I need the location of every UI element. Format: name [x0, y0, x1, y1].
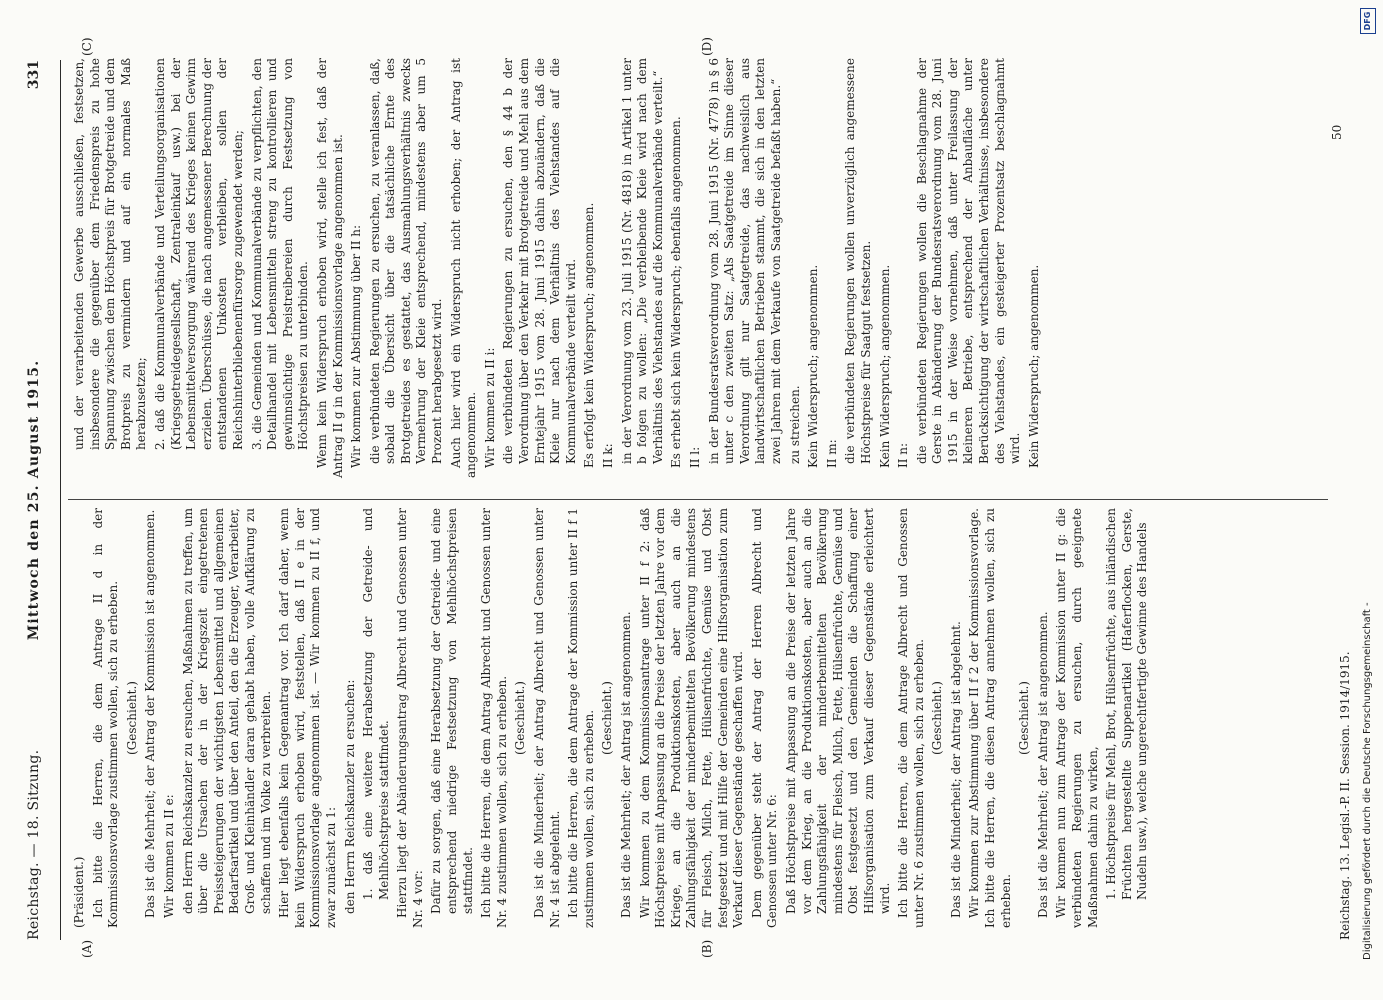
paragraph: Hier liegt ebenfalls kein Gegenantrag vor. Ich darf daher, wenn kein Widerspruch erhoben wird, feststellen, daß II e in der Kommissionsvorlage angenommen ist. — Wir kommen zu II f, und zwar zunächst zu 1:	[277, 508, 338, 928]
paragraph: zu streichen.	[787, 385, 802, 464]
paragraph: Das ist die Mehrheit; der Antrag ist angenommen.	[619, 611, 633, 918]
paragraph: (Geschieht.)	[513, 681, 528, 755]
header-rule	[60, 60, 61, 940]
left-text-column	[72, 508, 1154, 928]
paragraph: Daß Höchstpreise mit Anpassung an die Preise der letzten Jahre vor dem Krieg, an die Produktionskosten, aber auch an die Zahlungsfähigkeit der minderbemittelten Bevölkerung mindestens für Fleisch, Milch, Fette, Hülsenfrüchte, Gemüse und Obst festgesetzt und den Gemeinden die Schaffung einer Hilfsorganisation zum Verkauf dieser Gegenstände erleichtert wird.	[783, 508, 892, 914]
paragraph: II l:	[687, 446, 702, 468]
paragraph: in der Verordnung vom 23. Juli 1915 (Nr. 4818) in Artikel 1 unter b folgen zu wollen: „Die verbleibende Kleie wird nach dem Verhältnis des Viehstandes auf die Kommunalverbände verteilt.“	[619, 58, 665, 464]
paragraph: die verbündeten Regierungen zu ersuchen, zu veranlassen, daß, sobald die Übersicht über die tatsächliche Ernte des Brotgetreides es gestattet, das Ausmahlungsverhältnis zwecks Vermehrung der Kleie entsprechend, mindestens aber um 5 Prozent herabgesetzt wird.	[367, 58, 445, 464]
paragraph: Kein Widerspruch; angenommen.	[1026, 264, 1041, 468]
paragraph: in der Bundesratsverordnung vom 28. Juni 1915 (Nr. 4778) in § 6 unter c den zweiten Satz: „Als Saatgetreide im Sinne dieser Verordnung gilt nur Saatgetreide, das nachweislich aus landwirtschaftlichen Betrieben stammt, die sich in den letzten zwei Jahren mit dem Verkaufe von Saatgetreide befaßt haben.“	[706, 58, 783, 464]
right-text-column	[72, 58, 1045, 478]
paragraph: 3. die Gemeinden und Kommunalverbände zu verpflichten, den Detailhandel mit Lebensmitteln streng zu kontrollieren und gewinnsüchtige Preistreibereien durch Festsetzung von Höchstpreisen zu unterbinden.	[249, 58, 311, 450]
paragraph: Wir kommen zur Abstimmung über II h:	[349, 224, 364, 468]
paragraph: Ich bitte die Herren, die dem Antrage der Kommission unter II f 1 zustimmen wollen, sich zu erheben.	[566, 508, 596, 928]
paragraph: (Geschieht.)	[1017, 681, 1032, 755]
paragraph: Hierzu liegt der Abänderungsantrag Albrecht und Genossen unter Nr. 4 vor:	[395, 508, 425, 928]
paragraph: Dafür zu sorgen, daß eine Herabsetzung der Getreide- und eine entsprechend niedrige Festsetzung von Mehlhöchstpreisen stattfindet.	[429, 508, 475, 914]
digitization-note: Digitalisierung gefördert durch die Deutsche Forschungsgemeinschaft -	[1362, 602, 1373, 960]
paragraph: Es erfolgt kein Widerspruch; angenommen.	[582, 202, 597, 468]
paragraph: Kein Widerspruch; angenommen.	[806, 264, 821, 468]
paragraph: (Geschieht.)	[930, 681, 945, 755]
paragraph: Wir kommen zu II e:	[161, 794, 176, 918]
paragraph: 1. daß eine weitere Herabsetzung der Getreide- und Mehlhöchstpreise stattfindet.	[361, 508, 391, 900]
paragraph: Das ist die Minderheit; der Antrag Albrecht und Genossen unter Nr. 4 ist abgelehnt.	[532, 508, 562, 928]
running-header	[22, 60, 48, 940]
paragraph: Dem gegenüber steht der Antrag der Herren Albrecht und Genossen unter Nr. 6:	[749, 508, 780, 928]
paragraph: II m:	[824, 439, 839, 468]
paragraph: (Präsident.)	[72, 856, 86, 928]
paragraph: Wir kommen zu II i:	[482, 347, 497, 468]
paragraph: Wir kommen zu dem Kommissionsantrage unter II f 2: daß Höchstpreise mit Anpassung an die Preise der letzten Jahre vor dem Kriege, an die Produktionskosten, aber auch an die Zahlungsfähigkeit der minderbemittelten Bevölkerung mindestens für Fleisch, Milch, Fette, Hülsenfrüchte, Gemüse und Obst festgesetzt und mit Hilfe der Gemeinden eine Hilfsorganisation zum Verkauf dieser Gegenstände geschaffen wird.	[637, 508, 746, 928]
paragraph: Ich bitte die Herren, die dem Antrag Albrecht und Genossen unter Nr. 4 zustimmen wollen, sich zu erheben.	[479, 508, 509, 928]
paragraph: II k:	[601, 443, 615, 468]
paragraph: Wenn kein Widerspruch erhoben wird, stelle ich fest, daß der Antrag II g in der Kommissionsvorlage angenommen ist.	[314, 58, 345, 478]
paragraph: Auch hier wird ein Widerspruch nicht erhoben; der Antrag ist angenommen.	[448, 58, 479, 478]
paragraph: 2. daß die Kommunalverbände und Verteilungsorganisationen (Kriegsgetreidegesellschaft, Zentraleinkauf usw.) bei der Lebensmittelversorgung während des Krieges keinen Gewinn erzielen. Überschüsse, die nach angemessener Berechnung der entstandenen Unkosten verbleiben, sollen der Reichshinterbliebenenfürsorge zugewendet werden;	[152, 58, 245, 450]
paragraph: und der verarbeitenden Gewerbe ausschließen, festsetzen, insbesondere die gegenüber dem Friedenspreis zu hohe Spannung zwischen dem Höchstpreis für Brotgetreide und dem Brotpreis zu vermindern und auf ein normales Maß herabzusetzen;	[72, 58, 149, 450]
margin-mark-a: (A)	[80, 939, 94, 958]
paragraph: Das ist die Mehrheit; der Antrag ist angenommen.	[1035, 611, 1050, 918]
header-date: Mittwoch den 25. August 1915.	[26, 359, 42, 641]
paragraph: (Geschieht.)	[600, 681, 615, 755]
paragraph: die verbündeten Regierungen wollen die Beschlagnahme der Gerste in Abänderung der Bundesratsverordnung vom 28. Juni 1915 in der Weise vornehmen, daß unter Freilassung der kleineren Betriebe, entsprechend der Anbaufläche unter Berücksichtigung der wirtschaftlichen Verhältnisse, insbesondere des Viehstandes, ein gesteigerter Prozentsatz beschlagnahmt wird.	[914, 58, 1023, 464]
column-divider	[68, 499, 1328, 500]
paragraph: den Herrn Reichskanzler zu ersuchen:	[342, 679, 357, 914]
paragraph: Es erhebt sich kein Widerspruch; ebenfalls angenommen.	[669, 116, 684, 468]
paragraph: Wir kommen nun zum Antrage der Kommission unter II g: die verbündeten Regierungen zu ersuchen, durch geeignete Maßnahmen dahin zu wirken,	[1054, 508, 1100, 928]
dfg-logo: DFG	[1360, 8, 1376, 34]
footer-reference: Reichstag. 13. Legisl.-P. II. Session. 1914/1915.	[1338, 651, 1352, 940]
margin-mark-d: (D)	[700, 37, 714, 56]
margin-mark-c: (C)	[80, 37, 94, 56]
paragraph: Ich bitte die Herren, die dem Antrage II d in der Kommissionsvorlage zustimmen wollen, sich zu erheben.	[90, 508, 121, 928]
paragraph: Das ist die Minderheit; der Antrag ist abgelehnt.	[948, 621, 963, 918]
paragraph: (Geschieht.)	[124, 681, 139, 755]
paragraph: die verbündeten Regierungen wollen unverzüglich angemessene Höchstpreise für Saatgut festsetzen.	[843, 58, 873, 464]
paragraph: Kein Widerspruch; angenommen.	[877, 264, 892, 468]
paragraph: Ich bitte die Herren, die dem Antrage Albrecht und Genossen unter Nr. 6 zustimmen wollen, sich zu erheben.	[896, 508, 926, 928]
paragraph: den Herrn Reichskanzler zu ersuchen, Maßnahmen zu treffen, um über die Ursachen der in der Kriegszeit eingetretenen Preissteigerungen der wichtigsten Lebensmittel und allgemeinen Bedarfsartikel und über den Anteil, den die Erzeuger, Verarbeiter, Groß- und Kleinhändler daran gehabt haben, volle Aufklärung zu schaffen und im Volke zu verbreiten.	[180, 508, 273, 914]
header-left: Reichstag. — 18. Sitzung.	[26, 749, 42, 940]
header-page-number: 331	[26, 60, 42, 90]
paragraph: 1. Höchstpreise für Mehl, Brot, Hülsenfrüchte, aus inländischen Früchten hergestellte Suppenartikel (Haferflocken, Gerste, Nudeln usw.), welche ungerechtfertigte Gewinne des Handels	[1104, 508, 1150, 900]
paragraph: II n:	[896, 442, 911, 468]
margin-mark-b: (B)	[700, 939, 714, 958]
paragraph: die verbündeten Regierungen zu ersuchen, den § 44 b der Verordnung über den Verkehr mit Brotgetreide und Mehl aus dem Erntejahr 1915 vom 28. Juni 1915 dahin abzuändern, daß die Kleie nur nach dem Verhältnis des Viehstandes auf die Kommunalverbände verteilt wird.	[501, 58, 578, 464]
page-number-bottom: 50	[1330, 124, 1344, 140]
paragraph: Das ist die Mehrheit; der Antrag der Kommission ist angenommen.	[143, 509, 158, 918]
paragraph: Wir kommen zur Abstimmung über II f 2 der Kommissionsvorlage. Ich bitte die Herren, die diesen Antrag annehmen wollen, sich zu erheben.	[967, 508, 1013, 928]
